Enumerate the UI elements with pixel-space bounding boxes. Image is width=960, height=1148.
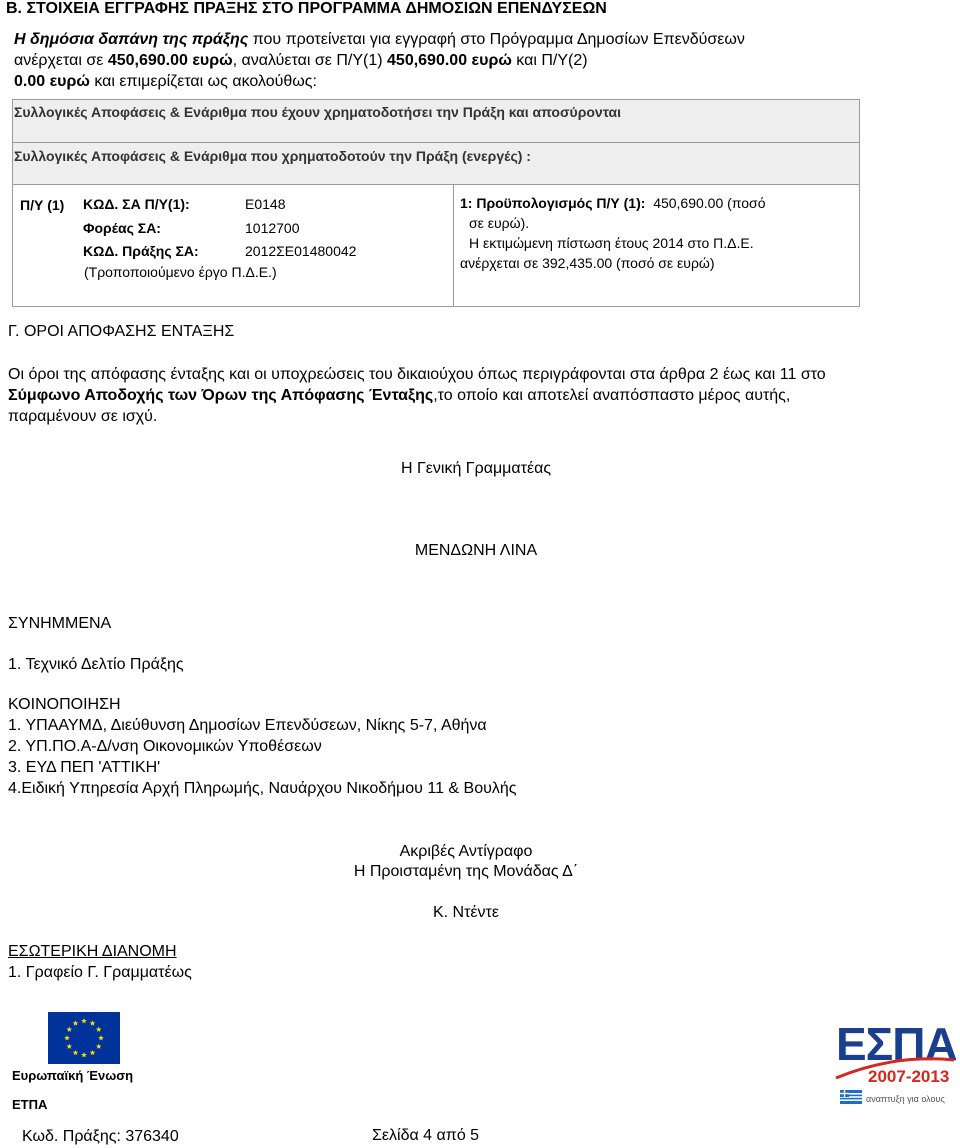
espa-logo <box>834 1016 956 1108</box>
signatory-name: ΜΕΝΔΩΝΗ ΛΙΝΑ <box>414 542 538 559</box>
terms-line-1: Οι όροι της απόφασης ένταξης και οι υποχρεώσεις του δικαιούχου όπως περιγράφονται στα άρθρα 2 έως και 11 στο <box>8 366 826 383</box>
etpa-label: ΕΤΠΑ <box>12 1097 48 1112</box>
kod-sa-value: Ε0148 <box>245 196 286 212</box>
column-divider <box>453 185 454 306</box>
certified-copy-label: Ακριβές Αντίγραφο <box>399 843 533 860</box>
attachments-heading: ΣΥΝΗΜΜΕΝΑ <box>8 615 112 632</box>
internal-distribution-heading: ΕΣΩΤΕΡΙΚΗ ΔΙΑΝΟΜΗ <box>8 943 177 960</box>
section-b-line-1: Η δημόσια δαπάνη της πράξης που προτείνεται για εγγραφή στο Πρόγραμμα Δημοσίων Επενδύσεων <box>14 31 745 48</box>
unit-head-label: Η Προισταμένη της Μονάδας Δ΄ <box>353 863 579 880</box>
active-decisions-row: Συλλογικές Αποφάσεις & Ενάριθμα που χρηματοδοτούν την Πράξη (ενεργές) : <box>12 142 860 185</box>
eu-flag-icon <box>48 1012 120 1064</box>
section-b-line-3: 0.00 ευρώ και επιμερίζεται ως ακολούθως: <box>14 73 317 90</box>
terms-line-2: Σύμφωνο Αποδοχής των Όρων της Απόφασης Ένταξης,το οποίο και αποτελεί αναπόσπαστο μέρος αυτής, <box>8 387 791 404</box>
greek-flag-icon <box>840 1090 862 1104</box>
espa-years: 2007-2013 <box>868 1067 950 1086</box>
section-c-heading: Γ. ΟΡΟΙ ΑΠΟΦΑΣΗΣ ΕΝΤΑΞΗΣ <box>8 323 235 340</box>
attachment-item: 1. Τεχνικό Δελτίο Πράξης <box>8 656 184 673</box>
budget-details-row: Π/Υ (1) ΚΩΔ. ΣΑ Π/Υ(1): Ε0148 Φορέας ΣΑ: 1012700 ΚΩΔ. Πράξης ΣΑ: 2012ΣΕ01480042 (Τροποποιούμενο έργο Π.Δ.Ε.) 1: Προϋπολογισμός Π/Υ (1): 450,690.00 (ποσό σε ευρώ). Η εκτιμώμενη πίστωση έτους 2014 στο Π.Δ.Ε. ανέρχεται σε 392,435.00 (ποσό σε ευρώ) <box>12 184 860 307</box>
notification-item: 4.Ειδική Υπηρεσία Αρχή Πληρωμής, Ναυάρχου Νικοδήμου 11 & Βουλής <box>8 780 517 797</box>
notification-item: 1. ΥΠΑΑΥΜΔ, Διεύθυνση Δημοσίων Επενδύσεων, Νίκης 5-7, Αθήνα <box>8 717 487 734</box>
terms-line-3: παραμένουν σε ισχύ. <box>8 408 158 425</box>
internal-distribution-item: 1. Γραφείο Γ. Γραμματέως <box>8 964 192 981</box>
withdrawn-decisions-row: Συλλογικές Αποφάσεις & Ενάριθμα που έχουν χρηματοδοτήσει την Πράξη και αποσύρονται <box>12 99 860 143</box>
notification-item: 3. ΕΥΔ ΠΕΠ 'ΑΤΤΙΚΗ' <box>8 759 161 776</box>
signatory-title: Η Γενική Γραμματέας <box>400 460 552 477</box>
public-expense-label: Η δημόσια δαπάνη της πράξης <box>14 31 249 48</box>
espa-word: ΕΣΠΑ <box>836 1018 956 1070</box>
kod-praxis-value: 2012ΣΕ01480042 <box>245 243 357 259</box>
notification-item: 2. ΥΠ.ΠΟ.Α-Δ/νση Οικονομικών Υποθέσεων <box>8 738 322 755</box>
project-code: Κωδ. Πράξης: 376340 <box>22 1128 179 1145</box>
section-b-line-2: ανέρχεται σε 450,690.00 ευρώ, αναλύεται σε Π/Υ(1) 450,690.00 ευρώ και Π/Υ(2) <box>14 52 588 69</box>
unit-head-name: Κ. Ντέντε <box>432 904 500 921</box>
section-b-heading: Β. ΣΤΟΙΧΕΙΑ ΕΓΓΡΑΦΗΣ ΠΡΑΞΗΣ ΣΤΟ ΠΡΟΓΡΑΜΜΑ ΔΗΜΟΣΙΩΝ ΕΠΕΝΔΥΣΕΩΝ <box>6 0 607 17</box>
py-label: Π/Υ (1) <box>20 197 65 213</box>
espa-subtitle: αναπτυξη για ολους <box>866 1094 945 1104</box>
eu-label: Ευρωπαϊκή Ένωση <box>12 1068 134 1083</box>
notifications-heading: ΚΟΙΝΟΠΟΙΗΣΗ <box>8 696 121 713</box>
page-number: Σελίδα 4 από 5 <box>372 1127 480 1144</box>
budget-line: 1: Προϋπολογισμός Π/Υ (1): 450,690.00 (ποσό <box>460 195 766 211</box>
foreas-value: 1012700 <box>245 220 300 236</box>
